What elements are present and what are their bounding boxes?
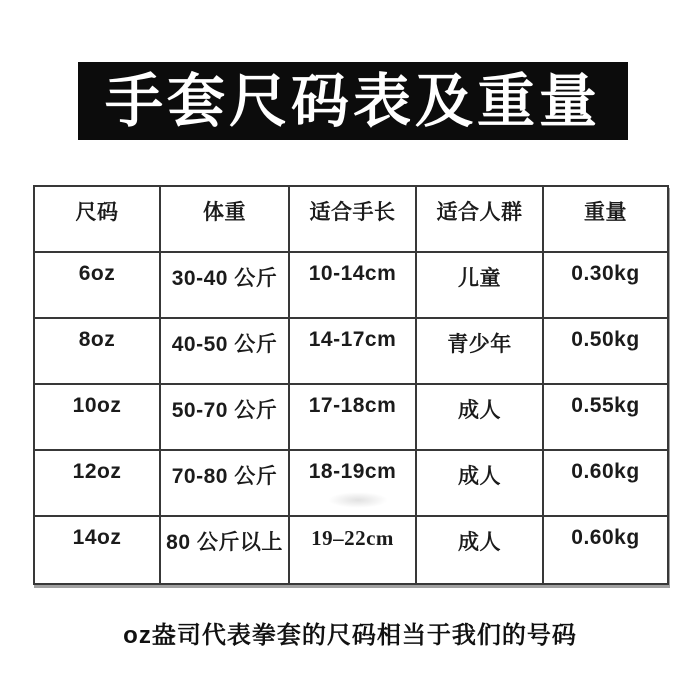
table-row xyxy=(34,252,668,318)
table-cell: 19–22cm xyxy=(289,516,416,584)
table-cell: 10-14cm xyxy=(289,252,416,318)
table-cell: 14-17cm xyxy=(289,318,416,384)
table-cell: 80 公斤以上 xyxy=(160,516,289,584)
table-cell: 0.60kg xyxy=(543,450,668,516)
table-cell: 青少年 xyxy=(416,318,543,384)
table-cell: 18-19cm xyxy=(289,450,416,516)
table-cell: 儿童 xyxy=(416,252,543,318)
footnote-text: oz盎司代表拳套的尺码相当于我们的号码 xyxy=(123,622,577,649)
table-cell: 0.30kg xyxy=(543,252,668,318)
table-cell: 14oz xyxy=(34,516,160,584)
table-cell: 40-50 公斤 xyxy=(160,318,289,384)
table-row xyxy=(34,450,668,516)
header-cell-bodyweight: 体重 xyxy=(160,186,289,252)
header-cell-handlength: 适合手长 xyxy=(289,186,416,252)
size-table xyxy=(33,185,669,585)
table-cell: 12oz xyxy=(34,450,160,516)
table-cell: 成人 xyxy=(416,384,543,450)
table-cell: 50-70 公斤 xyxy=(160,384,289,450)
title-banner xyxy=(78,62,628,140)
table-row xyxy=(34,384,668,450)
table-row xyxy=(34,318,668,384)
table-cell: 70-80 公斤 xyxy=(160,450,289,516)
header-cell-size: 尺码 xyxy=(34,186,160,252)
table-cell: 0.55kg xyxy=(543,384,668,450)
table-cell: 30-40 公斤 xyxy=(160,252,289,318)
table-cell: 10oz xyxy=(34,384,160,450)
table-cell: 0.50kg xyxy=(543,318,668,384)
table-cell: 6oz xyxy=(34,252,160,318)
table-header-row xyxy=(34,186,668,252)
table-cell: 成人 xyxy=(416,516,543,584)
table-cell: 17-18cm xyxy=(289,384,416,450)
table-cell: 8oz xyxy=(34,318,160,384)
header-cell-group: 适合人群 xyxy=(416,186,543,252)
table-cell: 成人 xyxy=(416,450,543,516)
page-title: 手套尺码表及重量 xyxy=(104,69,601,134)
header-cell-weight: 重量 xyxy=(543,186,668,252)
table-row xyxy=(34,516,668,584)
table-cell: 0.60kg xyxy=(543,516,668,584)
